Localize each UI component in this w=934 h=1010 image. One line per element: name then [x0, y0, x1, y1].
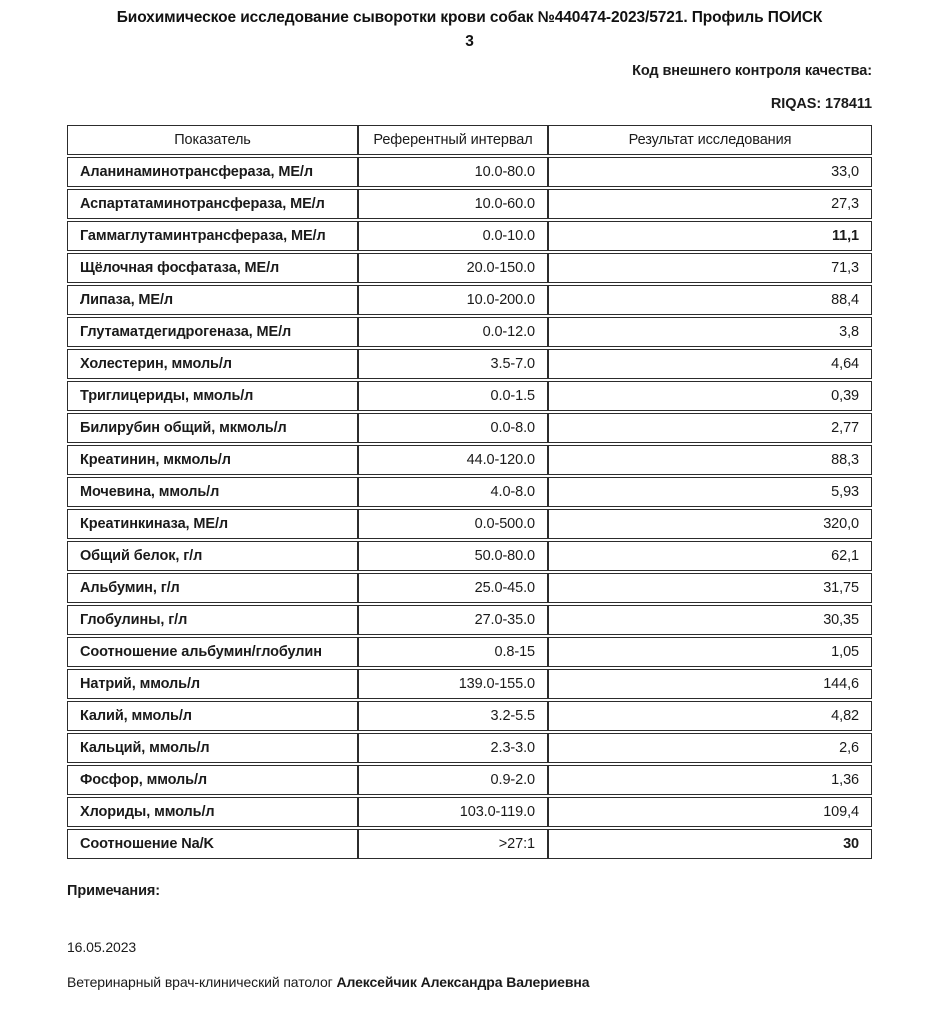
- qc-label: Код внешнего контроля качества:: [632, 63, 872, 79]
- result-cell: 2,6: [548, 733, 872, 763]
- col-header-result: Результат исследования: [548, 125, 872, 155]
- table-row: [67, 445, 872, 475]
- result-cell: 30: [548, 829, 872, 859]
- result-cell: 4,64: [548, 349, 872, 379]
- result-cell: 144,6: [548, 669, 872, 699]
- table-header-row: [67, 125, 872, 155]
- result-cell: 30,35: [548, 605, 872, 635]
- results-table: [67, 123, 872, 861]
- results-table-body: [67, 157, 872, 859]
- result-cell: 88,4: [548, 285, 872, 315]
- analyte-name-cell: Билирубин общий, мкмоль/л: [67, 413, 358, 443]
- analyte-name-cell: Соотношение альбумин/глобулин: [67, 637, 358, 667]
- reference-interval-cell: 3.2-5.5: [358, 701, 548, 731]
- reference-interval-cell: 10.0-60.0: [358, 189, 548, 219]
- reference-interval-cell: 0.0-500.0: [358, 509, 548, 539]
- analyte-name-cell: Креатинин, мкмоль/л: [67, 445, 358, 475]
- result-cell: 5,93: [548, 477, 872, 507]
- reference-interval-cell: 25.0-45.0: [358, 573, 548, 603]
- table-row: [67, 189, 872, 219]
- analyte-name-cell: Соотношение Na/K: [67, 829, 358, 859]
- reference-interval-cell: 103.0-119.0: [358, 797, 548, 827]
- reference-interval-cell: 0.9-2.0: [358, 765, 548, 795]
- analyte-name-cell: Глобулины, г/л: [67, 605, 358, 635]
- analyte-name-cell: Кальций, ммоль/л: [67, 733, 358, 763]
- col-header-reference: Референтный интервал: [358, 125, 548, 155]
- analyte-name-cell: Мочевина, ммоль/л: [67, 477, 358, 507]
- analyte-name-cell: Альбумин, г/л: [67, 573, 358, 603]
- reference-interval-cell: 4.0-8.0: [358, 477, 548, 507]
- reference-interval-cell: 2.3-3.0: [358, 733, 548, 763]
- result-cell: 62,1: [548, 541, 872, 571]
- table-row: [67, 253, 872, 283]
- table-row: [67, 285, 872, 315]
- table-row: [67, 733, 872, 763]
- result-cell: 3,8: [548, 317, 872, 347]
- result-cell: 320,0: [548, 509, 872, 539]
- reference-interval-cell: 27.0-35.0: [358, 605, 548, 635]
- analyte-name-cell: Хлориды, ммоль/л: [67, 797, 358, 827]
- result-cell: 27,3: [548, 189, 872, 219]
- result-cell: 71,3: [548, 253, 872, 283]
- report-date: 16.05.2023: [67, 939, 137, 955]
- analyte-name-cell: Глутаматдегидрогеназа, МЕ/л: [67, 317, 358, 347]
- reference-interval-cell: 50.0-80.0: [358, 541, 548, 571]
- doctor-line: [67, 974, 872, 990]
- report-title-line1: Биохимическое исследование сыворотки крови собак №440474-2023/5721. Профиль ПОИСК: [116, 9, 823, 26]
- analyte-name-cell: Холестерин, ммоль/л: [67, 349, 358, 379]
- result-cell: 1,36: [548, 765, 872, 795]
- table-row: [67, 605, 872, 635]
- result-cell: 0,39: [548, 381, 872, 411]
- analyte-name-cell: Аланинаминотрансфераза, МЕ/л: [67, 157, 358, 187]
- result-cell: 88,3: [548, 445, 872, 475]
- result-cell: 31,75: [548, 573, 872, 603]
- table-row: [67, 797, 872, 827]
- analyte-name-cell: Фосфор, ммоль/л: [67, 765, 358, 795]
- analyte-name-cell: Калий, ммоль/л: [67, 701, 358, 731]
- doctor-title: Ветеринарный врач-клинический патолог: [67, 974, 333, 990]
- table-row: [67, 381, 872, 411]
- doctor-name: Алексейчик Александра Валериевна: [336, 974, 590, 990]
- table-row: [67, 637, 872, 667]
- table-row: [67, 317, 872, 347]
- reference-interval-cell: 20.0-150.0: [358, 253, 548, 283]
- reference-interval-cell: >27:1: [358, 829, 548, 859]
- reference-interval-cell: 0.8-15: [358, 637, 548, 667]
- table-row: [67, 221, 872, 251]
- analyte-name-cell: Липаза, МЕ/л: [67, 285, 358, 315]
- reference-interval-cell: 3.5-7.0: [358, 349, 548, 379]
- result-cell: 2,77: [548, 413, 872, 443]
- analyte-name-cell: Натрий, ммоль/л: [67, 669, 358, 699]
- reference-interval-cell: 44.0-120.0: [358, 445, 548, 475]
- result-cell: 33,0: [548, 157, 872, 187]
- table-row: [67, 541, 872, 571]
- analyte-name-cell: Гаммаглутаминтрансфераза, МЕ/л: [67, 221, 358, 251]
- result-cell: 11,1: [548, 221, 872, 251]
- report-title-line2: 3: [465, 33, 474, 50]
- table-row: [67, 349, 872, 379]
- notes-label: Примечания:: [67, 883, 160, 899]
- reference-interval-cell: 139.0-155.0: [358, 669, 548, 699]
- analyte-name-cell: Щёлочная фосфатаза, МЕ/л: [67, 253, 358, 283]
- table-row: [67, 701, 872, 731]
- table-row: [67, 573, 872, 603]
- reference-interval-cell: 0.0-1.5: [358, 381, 548, 411]
- reference-interval-cell: 0.0-10.0: [358, 221, 548, 251]
- analyte-name-cell: Креатинкиназа, МЕ/л: [67, 509, 358, 539]
- analyte-name-cell: Триглицериды, ммоль/л: [67, 381, 358, 411]
- table-row: [67, 829, 872, 859]
- table-row: [67, 413, 872, 443]
- table-row: [67, 765, 872, 795]
- col-header-indicator: Показатель: [67, 125, 358, 155]
- analyte-name-cell: Аспартатаминотрансфераза, МЕ/л: [67, 189, 358, 219]
- table-row: [67, 477, 872, 507]
- reference-interval-cell: 0.0-12.0: [358, 317, 548, 347]
- reference-interval-cell: 0.0-8.0: [358, 413, 548, 443]
- result-cell: 109,4: [548, 797, 872, 827]
- table-row: [67, 157, 872, 187]
- result-cell: 1,05: [548, 637, 872, 667]
- table-row: [67, 669, 872, 699]
- analyte-name-cell: Общий белок, г/л: [67, 541, 358, 571]
- reference-interval-cell: 10.0-80.0: [358, 157, 548, 187]
- reference-interval-cell: 10.0-200.0: [358, 285, 548, 315]
- table-row: [67, 509, 872, 539]
- qc-code: RIQAS: 178411: [770, 96, 872, 112]
- result-cell: 4,82: [548, 701, 872, 731]
- report-title: [67, 6, 872, 54]
